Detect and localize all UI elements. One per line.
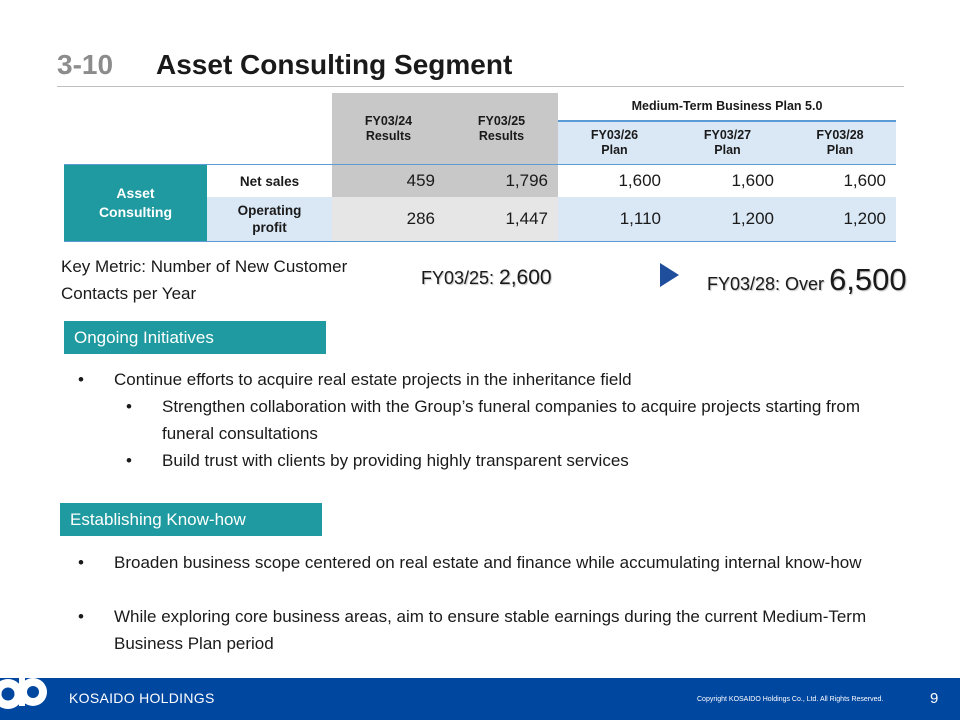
- net-sales-fy28: 1,600: [843, 171, 886, 190]
- bullet-icon: •: [126, 397, 132, 416]
- op-profit-fy24: 286: [332, 197, 445, 241]
- op-profit-fy25: 1,447: [445, 197, 558, 241]
- key-metric-label: [61, 253, 347, 307]
- segment-label: Asset Consulting: [64, 165, 207, 241]
- op-profit-fy27: 1,200: [671, 197, 784, 241]
- section-number: 3-10: [57, 49, 114, 80]
- header-fy28-plan: FY03/28 Plan: [784, 122, 896, 164]
- page-number: 9: [930, 690, 939, 707]
- footer-brand: KOSAIDO HOLDINGS: [69, 690, 215, 706]
- header-fy24-results: FY03/24 Results: [332, 93, 445, 164]
- bullet-icon: •: [78, 553, 84, 572]
- op-profit-fy26: 1,110: [558, 197, 671, 241]
- bullet-icon: •: [78, 607, 84, 626]
- bullet-icon: •: [126, 451, 132, 470]
- table-bottom-rule: [64, 241, 896, 242]
- bullet-text: Build trust with clients by providing highly transparent services: [162, 451, 629, 470]
- fy25-metric-value: 2,600: [499, 266, 552, 289]
- bullet-text: While exploring core business areas, aim to ensure stable earnings during the current Medium-Term Business Plan period: [114, 607, 867, 653]
- list-item: [78, 603, 900, 657]
- header-fy27-plan: FY03/27 Plan: [671, 122, 784, 164]
- key-metric-line2: Contacts per Year: [61, 284, 197, 303]
- net-sales-fy26: 1,600: [618, 171, 661, 190]
- header-fy26-plan: FY03/26 Plan: [558, 122, 671, 164]
- fy28-metric: [707, 262, 907, 298]
- net-sales-fy25: 1,796: [445, 165, 558, 197]
- net-sales-fy24: 459: [332, 165, 445, 197]
- list-item: [126, 393, 890, 447]
- bullet-text: Broaden business scope centered on real estate and finance while accumulating internal know-how: [114, 553, 862, 572]
- footer-copyright: Copyright KOSAIDO Holdings Co., Ltd. All Rights Reserved.: [697, 696, 884, 703]
- page-title: Asset Consulting Segment: [156, 49, 513, 80]
- net-sales-fy27: 1,600: [731, 171, 774, 190]
- ongoing-initiatives-heading: Ongoing Initiatives: [64, 321, 326, 354]
- header-fy25-results: FY03/25 Results: [445, 93, 558, 164]
- bullet-text: Continue efforts to acquire real estate projects in the inheritance field: [114, 370, 632, 389]
- company-logo-icon: [0, 678, 60, 720]
- key-metric-line1: Key Metric: Number of New Customer: [61, 257, 348, 276]
- list-item: [78, 549, 900, 576]
- header-plan-5: Medium-Term Business Plan 5.0: [631, 99, 823, 113]
- list-item: [78, 366, 898, 393]
- op-profit-fy28: 1,200: [784, 197, 896, 241]
- title-divider: [57, 86, 904, 87]
- row-label-operating-profit: Operating profit: [207, 197, 332, 241]
- financial-table: [64, 93, 896, 242]
- fy25-metric: [421, 266, 552, 290]
- row-label-net-sales: Net sales: [239, 174, 300, 189]
- fy25-metric-label: FY03/25:: [421, 268, 500, 288]
- fy28-metric-label: FY03/28: Over: [707, 274, 830, 294]
- bullet-text: Strengthen collaboration with the Group’s funeral companies to acquire projects starting from funeral consultations: [162, 397, 861, 443]
- knowhow-heading: Establishing Know-how: [60, 503, 322, 536]
- bullet-icon: •: [78, 370, 84, 389]
- list-item: [126, 447, 890, 474]
- fy28-metric-value: 6,500: [829, 262, 907, 297]
- arrow-right-icon: [660, 263, 679, 287]
